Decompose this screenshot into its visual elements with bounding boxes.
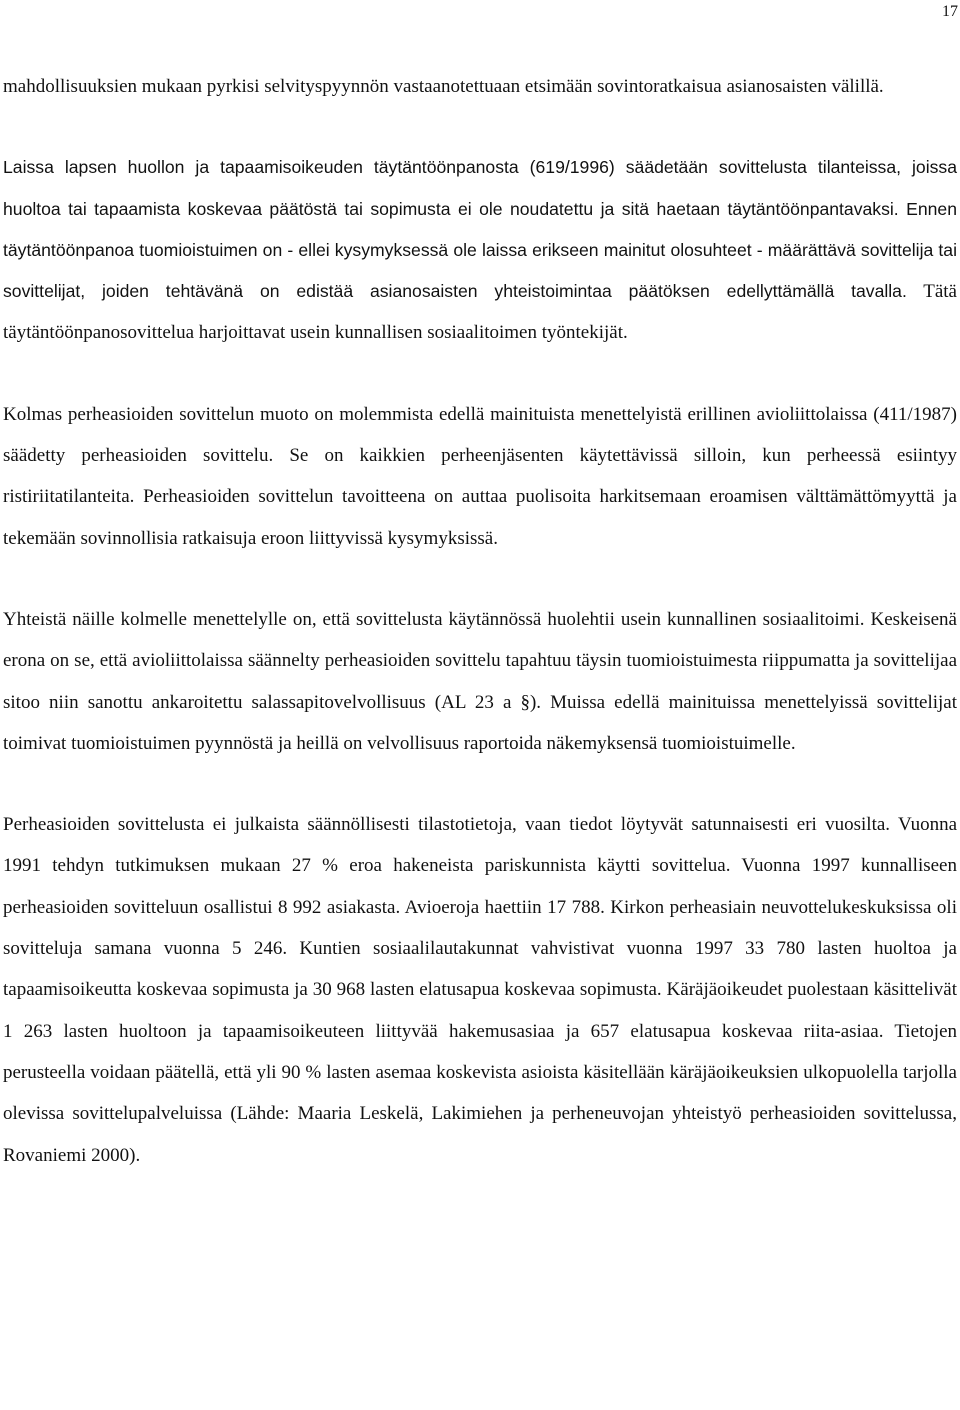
paragraph-3: Kolmas perheasioiden sovittelun muoto on molemmista edellä mainituista menettelyistä erillinen avioliittolaissa (411/1987) säädetty perheasioiden sovittelu. Se on kaikkien perheenjäsenten käytettävissä silloin, kun perheessä esiintyy ristiriitatilanteita. Perheasioiden sovittelun tavoitteena on auttaa puolisoita harkitsemaan eroamisen välttämättömyyttä ja tekemään sovinnollisia ratkaisuja eroon liittyvissä kysymyksissä. (3, 403, 957, 549)
document-body (3, 66, 957, 1176)
paragraph-2-sans-text: Laissa lapsen huollon ja tapaamisoikeuden täytäntöönpanosta (619/1996) säädetään sovittelusta tilanteissa, joissa huoltoa tai tapaamista koskevaa päätöstä tai sopimusta ei ole noudatettu ja sitä haetaan täytäntöönpantavaksi. Ennen täytäntöönpanoa tuomioistuimen on - ellei kysymyksessä ole laissa erikseen mainitut olosuhteet - määrättävä sovittelija tai sovittelijat, joiden tehtävänä on edistää asianosaisten yhteistoimintaa päätöksen edellyttämällä tavalla. (3, 157, 957, 302)
paragraph-1: mahdollisuuksien mukaan pyrkisi selvityspyynnön vastaanotettuaan etsimään sovintoratkaisua asianosaisten välillä. (3, 76, 884, 97)
paragraph-4: Yhteistä näille kolmelle menettelylle on, että sovittelusta käytännössä huolehtii usein kunnallinen sosiaalitoimi. Keskeisenä erona on se, että avioliittolaissa säännelty perheasioiden sovittelu tapahtuu täysin tuomioistuimesta riippumatta ja sovittelijaa sitoo niin sanottu ankaroitettu salassapitovelvollisuus (AL 23 a §). Muissa edellä mainituissa menettelyissä sovittelijat toimivat tuomioistuimen pyynnöstä ja heillä on velvollisuus raportoida näkemyksensä tuomioistuimelle. (3, 608, 957, 754)
paragraph-2-serif-text: Tätä täytäntöönpanosovittelua harjoittavat usein kunnallisen sosiaalitoimen työntekijät. (3, 281, 957, 344)
paragraph-5: Perheasioiden sovittelusta ei julkaista säännöllisesti tilastotietoja, vaan tiedot löytyvät satunnaisesti eri vuosilta. Vuonna 1991 tehdyn tutkimuksen mukaan 27 % eroa hakeneista pariskunnista käytti sovittelua. Vuonna 1997 kunnalliseen perheasioiden sovitteluun osallistui 8 992 asiakasta. Avioeroja haettiin 17 788. Kirkon perheasiain neuvottelukeskuksissa oli sovitteluja samana vuonna 5 246. Kuntien sosiaalilautakunnat vahvistivat vuonna 1997 33 780 lasten huoltoa ja tapaamisoikeutta koskevaa sopimusta ja 30 968 lasten elatusapua koskevaa sopimusta. Käräjäoikeudet puolestaan käsittelivät 1 263 lasten huoltoon ja tapaamisoikeuteen liittyvää hakemusasiaa ja 657 elatusapua koskevaa riita-asiaa. Tietojen perusteella voidaan päätellä, että yli 90 % lasten asemaa koskevista asioista käsitellään käräjäoikeuksien ulkopuolella tarjolla olevissa sovittelupalveluissa (Lähde: Maaria Leskelä, Lakimiehen ja perheneuvojan yhteistyö perheasioiden sovittelussa, Rovaniemi 2000). (3, 814, 957, 1166)
page-number: 17 (942, 3, 958, 20)
paragraph-2 (3, 147, 957, 353)
